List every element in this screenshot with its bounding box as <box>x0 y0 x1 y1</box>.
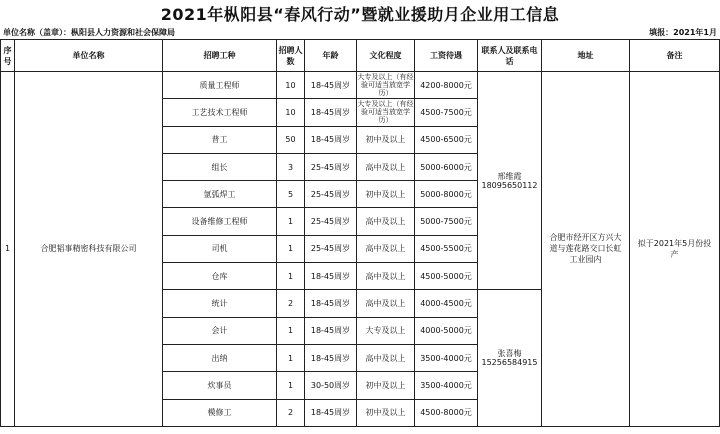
contact-name: 邢维霞 <box>497 171 522 181</box>
count-cell: 5 <box>277 181 305 208</box>
date-label: 填报：2021年1月 <box>649 28 717 37</box>
salary-cell: 4500-5500元 <box>415 235 478 262</box>
job-cell: 统计 <box>163 290 277 317</box>
count-cell: 10 <box>277 72 305 99</box>
job-cell: 氩弧焊工 <box>163 181 277 208</box>
job-cell: 设备维修工程师 <box>163 208 277 235</box>
remark-cell: 拟于2021年5月份投产 <box>630 72 720 427</box>
salary-cell: 4500-7500元 <box>415 99 478 126</box>
edu-cell: 大专及以上 <box>357 317 415 344</box>
header-company: 单位名称 <box>15 40 163 72</box>
age-cell: 25-45周岁 <box>305 235 357 262</box>
header-row <box>1 40 720 72</box>
salary-cell: 5000-6000元 <box>415 153 478 180</box>
address-cell: 合肥市经开区方兴大道与莲花路交口长虹工业园内 <box>542 72 630 427</box>
count-cell: 1 <box>277 235 305 262</box>
salary-cell: 4500-8000元 <box>415 399 478 426</box>
salary-cell: 4000-5000元 <box>415 317 478 344</box>
header-seq: 序号 <box>1 40 15 72</box>
age-cell: 25-45周岁 <box>305 208 357 235</box>
salary-cell: 5000-8000元 <box>415 181 478 208</box>
header-count: 招聘人数 <box>277 40 305 72</box>
age-cell: 18-45周岁 <box>305 344 357 371</box>
header-salary: 工资待遇 <box>415 40 478 72</box>
header-edu: 文化程度 <box>357 40 415 72</box>
job-cell: 会计 <box>163 317 277 344</box>
job-table <box>0 39 720 427</box>
count-cell: 1 <box>277 263 305 290</box>
header-address: 地址 <box>542 40 630 72</box>
count-cell: 1 <box>277 344 305 371</box>
job-cell: 工艺技术工程师 <box>163 99 277 126</box>
header-age: 年龄 <box>305 40 357 72</box>
edu-cell: 高中及以上 <box>357 153 415 180</box>
company-name-cell: 合肥韬事精密科技有限公司 <box>15 72 163 427</box>
count-cell: 3 <box>277 153 305 180</box>
count-cell: 2 <box>277 399 305 426</box>
edu-cell: 大专及以上（有经验可适当放宽学历） <box>357 73 414 98</box>
count-cell: 2 <box>277 290 305 317</box>
salary-cell: 5000-7500元 <box>415 208 478 235</box>
edu-cell: 高中及以上 <box>357 208 415 235</box>
edu-cell: 初中及以上 <box>357 399 415 426</box>
count-cell: 1 <box>277 317 305 344</box>
job-cell: 炊事员 <box>163 372 277 399</box>
header-job: 招聘工种 <box>163 40 277 72</box>
count-cell: 10 <box>277 99 305 126</box>
edu-cell: 大专及以上（有经验可适当放宽学历） <box>357 100 414 125</box>
job-cell: 出纳 <box>163 344 277 371</box>
edu-cell: 高中及以上 <box>357 290 415 317</box>
age-cell: 18-45周岁 <box>305 126 357 153</box>
contact-cell <box>478 290 542 426</box>
age-cell: 18-45周岁 <box>305 399 357 426</box>
unit-label: 单位名称（盖章）：枞阳县人力资源和社会保障局 <box>3 28 175 37</box>
job-cell: 普工 <box>163 126 277 153</box>
contact-phone: 15256584915 <box>481 358 538 368</box>
salary-cell: 4200-8000元 <box>415 72 478 99</box>
contact-phone: 18095650112 <box>481 180 538 190</box>
contact-name: 张喜梅 <box>497 349 522 359</box>
header-remark: 备注 <box>630 40 720 72</box>
salary-cell: 3500-4000元 <box>415 344 478 371</box>
age-cell: 25-45周岁 <box>305 153 357 180</box>
contact-cell <box>478 72 542 290</box>
edu-cell: 高中及以上 <box>357 344 415 371</box>
page-title: 2021年枞阳县“春风行动”暨就业援助月企业用工信息 <box>160 5 560 24</box>
age-cell: 18-45周岁 <box>305 72 357 99</box>
edu-cell: 初中及以上 <box>357 372 415 399</box>
edu-cell: 高中及以上 <box>357 263 415 290</box>
age-cell: 18-45周岁 <box>305 99 357 126</box>
table-row <box>1 72 720 99</box>
edu-cell: 初中及以上 <box>357 181 415 208</box>
job-cell: 司机 <box>163 235 277 262</box>
count-cell: 1 <box>277 208 305 235</box>
age-cell: 18-45周岁 <box>305 317 357 344</box>
salary-cell: 3500-4000元 <box>415 372 478 399</box>
salary-cell: 4500-6500元 <box>415 126 478 153</box>
count-cell: 1 <box>277 372 305 399</box>
job-cell: 质量工程师 <box>163 72 277 99</box>
job-cell: 模修工 <box>163 399 277 426</box>
age-cell: 30-50周岁 <box>305 372 357 399</box>
job-cell: 组长 <box>163 153 277 180</box>
job-cell: 仓库 <box>163 263 277 290</box>
age-cell: 18-45周岁 <box>305 263 357 290</box>
edu-cell: 高中及以上 <box>357 235 415 262</box>
age-cell: 18-45周岁 <box>305 290 357 317</box>
edu-cell: 初中及以上 <box>357 126 415 153</box>
seq-cell: 1 <box>1 72 15 427</box>
salary-cell: 4000-4500元 <box>415 290 478 317</box>
header-contact: 联系人及联系电话 <box>478 40 542 72</box>
salary-cell: 4500-5000元 <box>415 263 478 290</box>
age-cell: 25-45周岁 <box>305 181 357 208</box>
count-cell: 50 <box>277 126 305 153</box>
